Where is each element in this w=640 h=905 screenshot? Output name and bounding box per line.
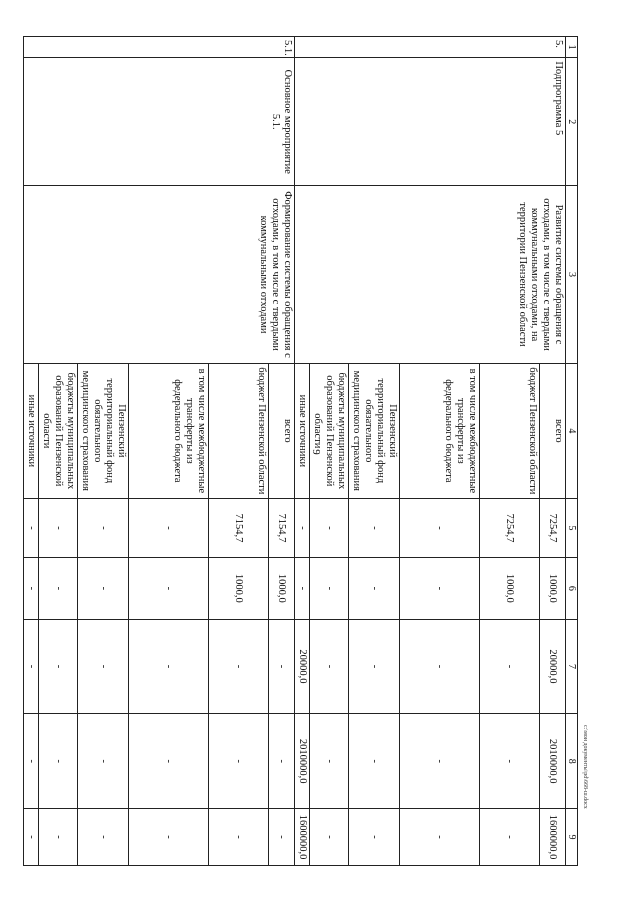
amount-cell: - [24,498,39,557]
amount-cell: - [129,714,209,809]
amount-cell: - [480,619,540,714]
amount-cell: - [349,809,400,866]
funding-source-cell: в том числе межбюджетные трансферты из федерального бюджета [400,363,480,498]
budget-table [23,36,578,866]
amount-cell: - [295,558,310,620]
amount-cell: 7254,7 [540,498,566,557]
row-description-cell: Формирование системы обращения с отходами, в том числе с твердыми коммунальными отходами [24,186,295,364]
header-cell: 2 [566,58,578,186]
amount-cell: 1000,0 [209,558,269,620]
amount-cell: - [78,619,129,714]
header-cell: 7 [566,619,578,714]
amount-cell: - [310,714,349,809]
amount-cell: - [39,809,78,866]
footer-path: c:\мои документы\рd\668-ш.docx [582,725,588,809]
page-number: 9 [310,449,322,455]
amount-cell: 2010000,0 [540,714,566,809]
amount-cell: 20000,0 [295,619,310,714]
amount-cell: - [310,619,349,714]
funding-source-cell: в том числе межбюджетные трансферты из федерального бюджета [129,363,209,498]
amount-cell: 7154,7 [269,498,295,557]
funding-source-cell: бюджеты муниципальных образований Пензенской области [39,363,78,498]
amount-cell: 2010000,0 [295,714,310,809]
row-name-cell: Основное мероприятие 5.1. [24,58,295,186]
amount-cell: - [269,809,295,866]
funding-source-cell: иные источники [295,363,310,498]
amount-cell: - [39,714,78,809]
amount-cell: - [400,809,480,866]
header-row [566,37,578,866]
amount-cell: - [295,498,310,557]
amount-cell: 1000,0 [540,558,566,620]
header-cell: 9 [566,809,578,866]
amount-cell: - [400,498,480,557]
amount-cell: - [24,619,39,714]
amount-cell: - [310,498,349,557]
amount-cell: - [349,619,400,714]
amount-cell: - [39,619,78,714]
amount-cell: - [39,558,78,620]
amount-cell: - [24,809,39,866]
amount-cell: - [310,558,349,620]
funding-source-cell: Пензенский территориальный фонд обязательного медицинского страхования [349,363,400,498]
amount-cell: - [400,619,480,714]
amount-cell: 1600000,0 [295,809,310,866]
amount-cell: - [349,558,400,620]
header-cell: 1 [566,37,578,58]
rotated-table-wrapper [26,36,578,866]
amount-cell: - [209,809,269,866]
amount-cell: - [209,714,269,809]
amount-cell: 7254,7 [480,498,540,557]
header-cell: 4 [566,363,578,498]
amount-cell: - [78,809,129,866]
row-number-cell: 5. [295,37,566,58]
amount-cell: - [269,619,295,714]
funding-source-cell: всего [540,363,566,498]
amount-cell: - [78,558,129,620]
amount-cell: - [480,809,540,866]
amount-cell: - [129,558,209,620]
amount-cell: - [349,714,400,809]
row-name-cell: Подпрограмма 5 [295,58,566,186]
amount-cell: 1600000,0 [540,809,566,866]
amount-cell: - [129,809,209,866]
amount-cell: - [24,558,39,620]
funding-source-cell: Пензенский территориальный фонд обязательного медицинского страхования [78,363,129,498]
table-row [540,37,566,866]
amount-cell: 1000,0 [480,558,540,620]
amount-cell: 1000,0 [269,558,295,620]
header-cell: 8 [566,714,578,809]
amount-cell: - [39,498,78,557]
funding-source-cell: бюджет Пензенской области [209,363,269,498]
header-cell: 6 [566,558,578,620]
funding-source-cell: иные источники [24,363,39,498]
amount-cell: - [129,498,209,557]
row-number-cell: 5.1. [24,37,295,58]
amount-cell: - [209,619,269,714]
funding-source-cell: бюджет Пензенской области [480,363,540,498]
amount-cell: - [400,558,480,620]
amount-cell: - [24,714,39,809]
amount-cell: - [78,498,129,557]
amount-cell: - [480,714,540,809]
amount-cell: - [349,498,400,557]
amount-cell: - [269,714,295,809]
funding-source-cell: всего [269,363,295,498]
amount-cell: - [78,714,129,809]
amount-cell: - [310,809,349,866]
header-cell: 3 [566,186,578,364]
amount-cell: 7154,7 [209,498,269,557]
table-row [269,37,295,866]
funding-source-cell: бюджеты муниципальных образований Пензенской области [310,363,349,498]
amount-cell: - [400,714,480,809]
row-description-cell: Развитие системы обращения с отходами, в том числе с твердыми коммунальными отходами, на территории Пензенской области [295,186,566,364]
amount-cell: - [129,619,209,714]
amount-cell: 20000,0 [540,619,566,714]
header-cell: 5 [566,498,578,557]
